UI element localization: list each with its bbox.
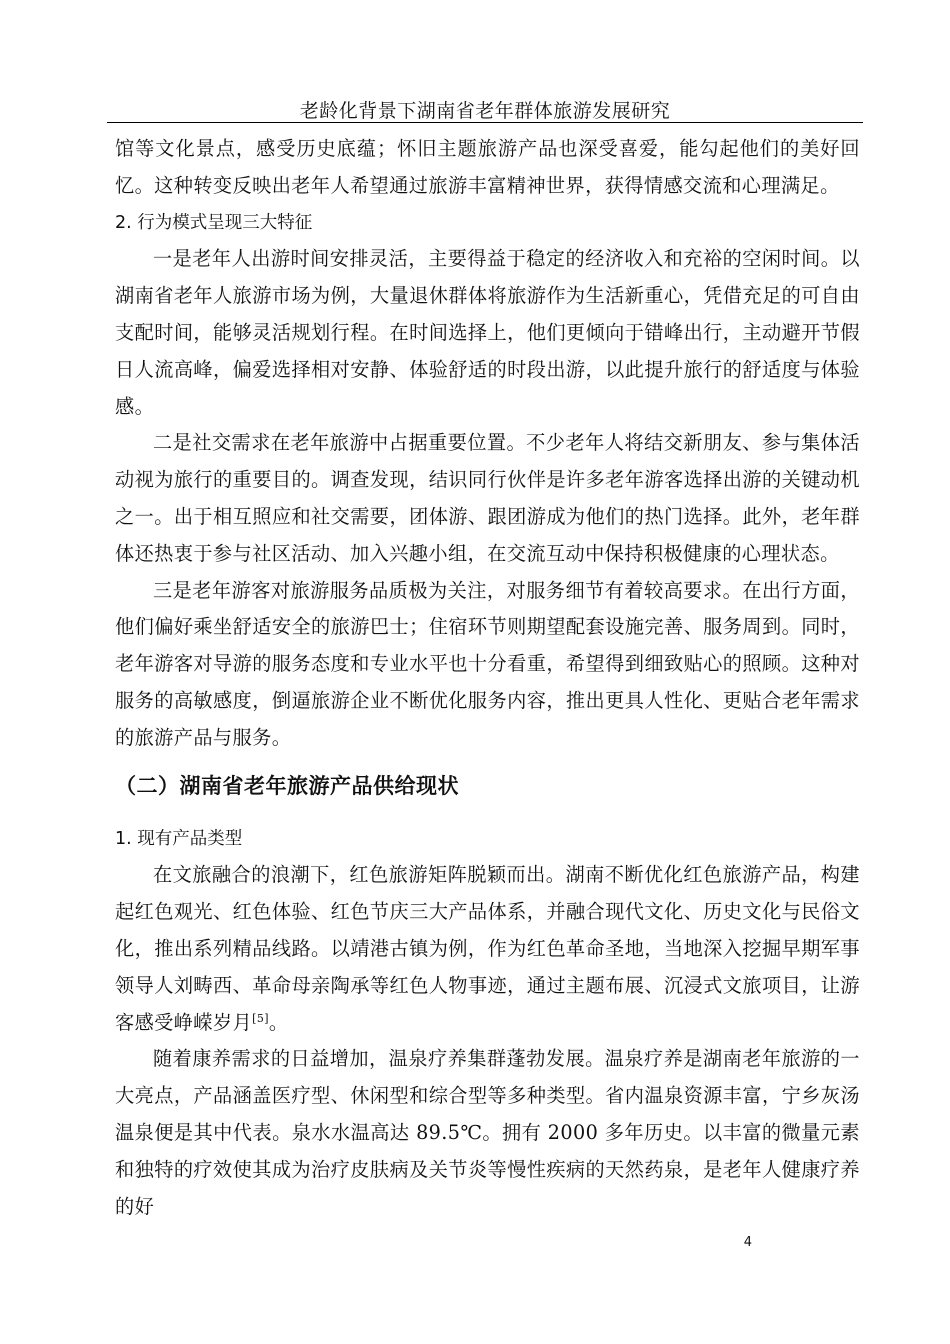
paragraph-red-tourism <box>115 857 860 1041</box>
paragraph-social-needs: 二是社交需求在老年旅游中占据重要位置。不少老年人将结交新朋友、参与集体活动视为旅行的重要目的。调查发现，结识同行伙伴是许多老年游客选择出游的关键动机之一。出于相互照应和社交需要，团体游、跟团游成为他们的热门选择。此外，老年群体还热衷于参与社区活动、加入兴趣小组，在交流互动中保持积极健康的心理状态。 <box>115 431 860 565</box>
paragraph-continued: 馆等文化景点，感受历史底蕴；怀旧主题旅游产品也深受喜爱，能勾起他们的美好回忆。这种转变反映出老年人希望通过旅游丰富精神世界，获得情感交流和心理满足。 <box>115 137 860 197</box>
subheading-product-types: 1. 现有产品类型 <box>115 828 243 849</box>
section-heading-supply-status: （二）湖南省老年旅游产品供给现状 <box>115 773 459 798</box>
header-divider <box>107 122 863 123</box>
paragraph-red-tourism-end: 。 <box>268 1010 289 1034</box>
paragraph-service-quality: 三是老年游客对旅游服务品质极为关注，对服务细节有着较高要求。在出行方面，他们偏好乘坐舒适安全的旅游巴士；住宿环节则期望配套设施完善、服务周到。同时，老年游客对导游的服务态度和专业水平也十分看重，希望得到细致贴心的照顾。这种对服务的高敏感度，倒逼旅游企业不断优化服务内容，推出更具人性化、更贴合老年需求的旅游产品与服务。 <box>115 578 860 749</box>
paragraph-red-tourism-text: 在文旅融合的浪潮下，红色旅游矩阵脱颖而出。湖南不断优化红色旅游产品，构建起红色观光、红色体验、红色节庆三大产品体系，并融合现代文化、历史文化与民俗文化，推出系列精品线路。以靖港古镇为例，作为红色革命圣地，当地深入挖掘早期军事领导人刘畴西、革命母亲陶承等红色人物事迹，通过主题布展、沉浸式文旅项目，让游客感受峥嵘岁月 <box>115 863 860 1034</box>
citation-ref: [5] <box>252 1011 269 1025</box>
paragraph-flexible-time: 一是老年人出游时间安排灵活，主要得益于稳定的经济收入和充裕的空闲时间。以湖南省老年人旅游市场为例，大量退休群体将旅游作为生活新重心，凭借充足的可自由支配时间，能够灵活规划行程。在时间选择上，他们更倾向于错峰出行，主动避开节假日人流高峰，偏爱选择相对安静、体验舒适的时段出游，以此提升旅行的舒适度与体验感。 <box>115 247 860 418</box>
subheading-behavior-patterns: 2. 行为模式呈现三大特征 <box>115 212 313 233</box>
page-number: 4 <box>743 1235 752 1250</box>
paragraph-hot-springs: 随着康养需求的日益增加，温泉疗养集群蓬勃发展。温泉疗养是湖南老年旅游的一大亮点，产品涵盖医疗型、休闲型和综合型等多种类型。省内温泉资源丰富，宁乡灰汤温泉便是其中代表。泉水水温高达 89.5℃。拥有 2000 多年历史。以丰富的微量元素和独特的疗效使其成为治疗皮肤病及关节炎等慢性疾病的天然药泉，是老年人健康疗养的好 <box>115 1047 860 1218</box>
running-header: 老龄化背景下湖南省老年群体旅游发展研究 <box>299 100 671 122</box>
page-body <box>115 131 860 1225</box>
